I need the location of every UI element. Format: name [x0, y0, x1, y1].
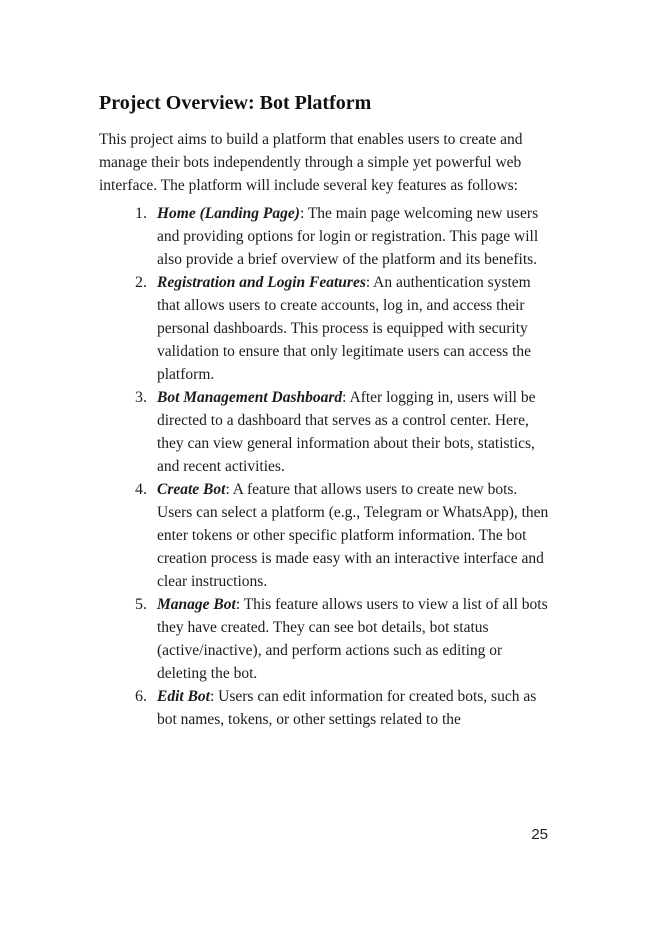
list-item [99, 478, 551, 593]
list-item-lead: Registration and Login Features [157, 274, 366, 291]
list-item-number: 3. [135, 389, 147, 406]
list-item-text: : Users can edit information for created bots, such as bot names, tokens, or other settings related to the [157, 688, 537, 728]
list-item-body [157, 271, 551, 386]
list-item-lead: Edit Bot [157, 688, 210, 705]
list-item-lead: Bot Management Dashboard [157, 389, 343, 406]
list-item-text: : After logging in, users will be directed to a dashboard that serves as a control center. Here, they can view general information about their bots, statistics, and recent activities. [157, 389, 536, 475]
list-item-number: 5. [135, 596, 147, 613]
list-item-body [157, 478, 551, 593]
list-item-lead: Home (Landing Page) [157, 205, 300, 222]
list-item-body [157, 202, 551, 271]
list-item [99, 271, 551, 386]
list-item-text: : An authentication system that allows users to create accounts, log in, and access their personal dashboards. This process is equipped with security validation to ensure that only legitimate users can access the platform. [157, 274, 532, 383]
page-number: 25 [531, 826, 548, 843]
list-item-number: 1. [135, 205, 147, 222]
list-item-text: : A feature that allows users to create new bots. Users can select a platform (e.g., Telegram or WhatsApp), then enter tokens or other specific platform information. The bot creation process is made easy with an interactive interface and clear instructions. [157, 481, 549, 590]
feature-list [99, 202, 551, 731]
list-item [99, 386, 551, 478]
list-item-body [157, 386, 551, 478]
list-item-number: 2. [135, 274, 147, 291]
list-item-text: : This feature allows users to view a list of all bots they have created. They can see bot details, bot status (active/inactive), and perform actions such as editing or deleting the bot. [157, 596, 548, 682]
list-item-number: 4. [135, 481, 147, 498]
list-item-number: 6. [135, 688, 147, 705]
page-content [99, 91, 551, 731]
list-item-lead: Create Bot [157, 481, 226, 498]
list-item [99, 685, 551, 731]
list-item-text: : The main page welcoming new users and providing options for login or registration. This page will also provide a brief overview of the platform and its benefits. [157, 205, 539, 268]
list-item [99, 593, 551, 685]
intro-paragraph: This project aims to build a platform that enables users to create and manage their bots independently through a simple yet powerful web interface. The platform will include several key features as follows: [99, 131, 523, 194]
page-title: Project Overview: Bot Platform [99, 92, 372, 114]
list-item-body [157, 593, 551, 685]
list-item [99, 202, 551, 271]
list-item-lead: Manage Bot [157, 596, 236, 613]
list-item-body [157, 685, 551, 731]
